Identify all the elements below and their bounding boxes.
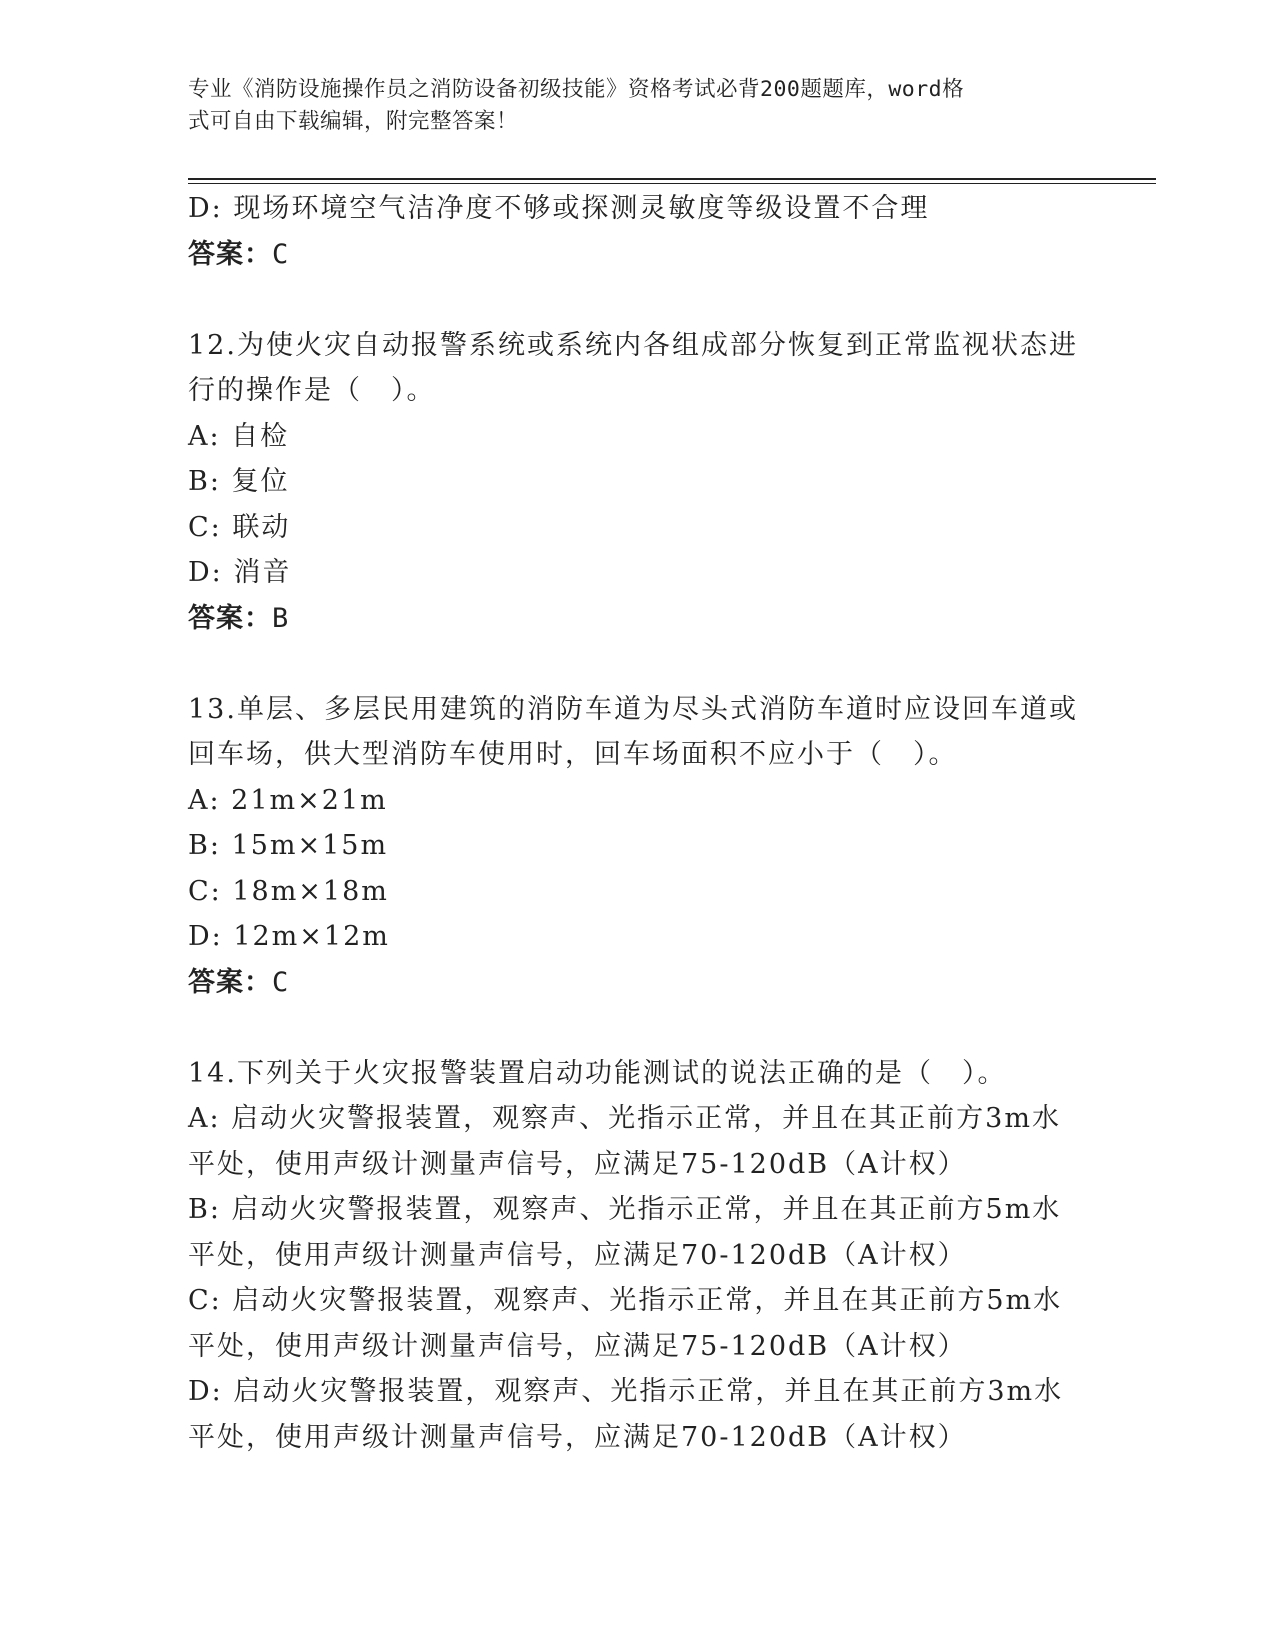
option-c: C: 18m×18m: [188, 875, 389, 907]
option-c-line-1: C: 启动火灾警报装置，观察声、光指示正常，并且在其正前方5m水: [188, 1285, 1063, 1316]
option-b: B: 15m×15m: [188, 830, 389, 861]
question-stem-line-2: 回车场，供大型消防车使用时，回车场面积不应小于（ ）。: [188, 739, 958, 770]
option-a-line-2: 平处，使用声级计测量声信号，应满足75-120dB（A计权）: [188, 1148, 967, 1180]
page-header: [188, 74, 1068, 138]
option-a-line-1: A: 启动火灾警报装置，观察声、光指示正常，并且在其正前方3m水: [188, 1103, 1061, 1134]
answer-label: 答案：: [188, 602, 272, 634]
header-rule-thin: [188, 183, 1156, 184]
spacer: [188, 641, 1088, 687]
question-stem: 14.下列关于火灾报警装置启动功能测试的说法正确的是（ ）。: [188, 1057, 1007, 1089]
question-stem-line-1: 12.为使火灾自动报警系统或系统内各组成部分恢复到正常监视状态进: [188, 329, 1078, 361]
option-b: B: 复位: [188, 466, 290, 497]
option-d: D: 消音: [188, 557, 292, 588]
question-stem-line-1: 13.单层、多层民用建筑的消防车道为尽头式消防车道时应设回车道或: [188, 693, 1078, 725]
answer-label: 答案：: [188, 238, 272, 270]
question-stem-line-2: 行的操作是（ ）。: [188, 375, 436, 406]
header-rule-thick: [188, 178, 1156, 180]
question-content: [188, 186, 1088, 1460]
spacer: [188, 277, 1088, 323]
question-11-tail: [188, 186, 1088, 277]
answer-value: B: [272, 602, 290, 634]
answer-line: [188, 232, 1088, 278]
question-12: [188, 323, 1088, 642]
answer-label: 答案：: [188, 966, 272, 998]
option-d-line-2: 平处，使用声级计测量声信号，应满足70-120dB（A计权）: [188, 1421, 967, 1453]
question-14: [188, 1051, 1088, 1461]
option-a: A: 自检: [188, 420, 290, 452]
header-line-2: 式可自由下载编辑，附完整答案！: [188, 109, 519, 134]
option-d: D: 现场环境空气洁净度不够或探测灵敏度等级设置不合理: [188, 193, 930, 224]
option-b-line-2: 平处，使用声级计测量声信号，应满足70-120dB（A计权）: [188, 1239, 967, 1271]
option-c: C: 联动: [188, 511, 291, 543]
answer-value: C: [272, 966, 290, 998]
spacer: [188, 1005, 1088, 1051]
answer-value: C: [272, 238, 290, 270]
option-d-line-1: D: 启动火灾警报装置，观察声、光指示正常，并且在其正前方3m水: [188, 1376, 1064, 1407]
option-a: A: 21m×21m: [188, 784, 388, 816]
option-c-line-2: 平处，使用声级计测量声信号，应满足75-120dB（A计权）: [188, 1330, 967, 1362]
header-line-1: 专业《消防设施操作员之消防设备初级技能》资格考试必背200题题库，word格: [188, 77, 965, 102]
option-b-line-1: B: 启动火灾警报装置，观察声、光指示正常，并且在其正前方5m水: [188, 1194, 1062, 1225]
question-13: [188, 687, 1088, 1006]
option-d: D: 12m×12m: [188, 921, 390, 952]
answer-line: [188, 960, 1088, 1006]
answer-line: [188, 596, 1088, 642]
